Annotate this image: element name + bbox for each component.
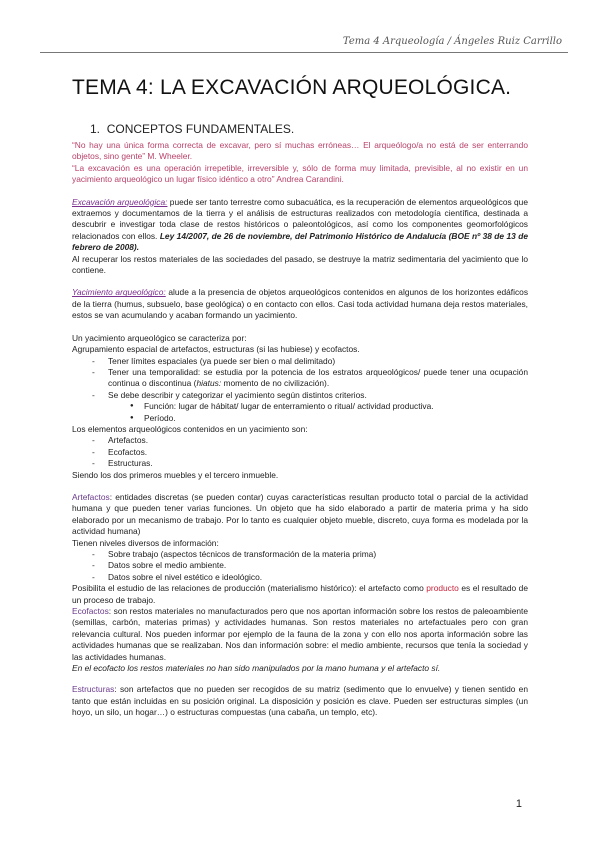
ecofactos-term: Ecofactos	[72, 606, 109, 617]
section-number: 1.	[90, 122, 101, 136]
elementos-list	[72, 435, 528, 469]
list-item: - Datos sobre el medio ambiente.	[72, 560, 528, 571]
posibilita-paragraph	[72, 583, 528, 606]
artefactos-term: Artefactos	[72, 491, 110, 502]
document-body	[72, 140, 528, 719]
list-item: - Ecofactos.	[72, 447, 528, 458]
artefactos-text: : entidades discretas (se pueden contar) cuyas características resultan producto total o parcial de la actividad humana y que pueden tener varias funciones. Un objeto que ha sido elaborado a partir de materia prima y ha sido elaborado por un mecanismo de trabajo. Por lo tanto es cualquier objeto mueble, discreto, cuya forma es modelada por la actividad humana)	[72, 491, 528, 537]
quote-carandini: “La excavación es una operación irrepetible, irreversible y, sólo de forma muy limitada, previsible, al no existir en un yacimiento arqueológico un lugar físico idéntico a otro” Andrea Carandini.	[72, 162, 528, 185]
running-header: Tema 4 Arqueología / Ángeles Ruiz Carrillo	[342, 36, 562, 47]
yacimiento-text: alude a la presencia de objetos arqueológicos contenidos en algunos de los horizontes edáficos de la tierra (humus, subsuelo, base geológica) o en contacto con ellos. Casi toda actividad humana deja restos materiales, estos se van acumulando y acaban formando un yacimiento.	[72, 287, 529, 321]
ecofactos-paragraph	[72, 606, 528, 663]
hiatus-term: hiatus:	[196, 378, 222, 389]
elementos-intro: Los elementos arqueológicos contenidos en un yacimiento son:	[72, 423, 308, 434]
sublist-item: ● Función: lugar de hábitat/ lugar de enterramiento o ritual/ actividad productiva.	[72, 401, 528, 412]
sublist-item: ● Período.	[72, 413, 528, 424]
niveles-list	[72, 549, 528, 583]
excavacion-term: Excavación arqueológica:	[72, 196, 168, 207]
excavacion-extra: Al recuperar los restos materiales de las sociedades del pasado, se destruye la matriz sedimentaria del yacimiento que lo contiene.	[72, 253, 528, 276]
list-item-text: momento de no civilización).	[221, 378, 330, 389]
caracteriza-line2: Agrupamiento espacial de artefactos, estructuras (si las hubiese) y ecofactos.	[72, 344, 360, 355]
estructuras-term: Estructuras	[72, 684, 115, 695]
posibilita-text: Posibilita el estudio de las relaciones de producción (materialismo histórico): el artefacto como	[72, 583, 427, 594]
artefactos-paragraph	[72, 492, 528, 538]
list-item	[72, 367, 528, 390]
list-item-text: Tener una temporalidad: se estudia por la potencia de los estratos arqueológicos/ puede tener una ocupación continua o discontinua (	[108, 366, 528, 389]
list-item: - Sobre trabajo (aspectos técnicos de transformación de la materia prima)	[72, 549, 528, 560]
estructuras-paragraph	[72, 684, 528, 718]
caracteriza-list	[72, 356, 528, 402]
caracteriza-intro: Un yacimiento arqueológico se caracteriza por:	[72, 332, 247, 343]
page-title: TEMA 4: LA EXCAVACIÓN ARQUEOLÓGICA.	[72, 76, 512, 99]
list-item	[72, 356, 528, 367]
estructuras-text: : son artefactos que no pueden ser recogidos de su matriz (sedimento que lo envuelve) y tienen sentido en tanto que están incluidas en su posición original. La disposición y posición es clave. Pueden ser estructuras simples (un hoyo, un silo, un hogar…) o estructuras compuestas (una cabaña, un templo, etc).	[72, 684, 528, 718]
list-item-text: Se debe describir y categorizar el yacimiento según distintos criterios.	[108, 389, 367, 400]
posibilita-text-end: es el resultado de un proceso de trabajo.	[72, 583, 528, 605]
list-item: - Estructuras.	[72, 458, 528, 469]
list-item: - Datos sobre el nivel estético e ideológico.	[72, 572, 528, 583]
list-item	[72, 390, 528, 401]
excavacion-paragraph	[72, 197, 528, 254]
ecofactos-text: : son restos materiales no manufacturados pero que nos aportan información sobre los restos de paleoambiente (semillas, carbón, materias primas) y actividades humanas. Son restos materiales no artefactuales pero con gran relevancia cultural. Nos pueden informar por ejemplo de la fauna de la zona y con ello nos aporta información sobre las actividades humanas que se realizaban. Nos dan información sobre: el medio ambiente, recursos que tenía la sociedad y las actividades humanas.	[72, 606, 528, 662]
niveles-intro: Tienen niveles diversos de información:	[72, 537, 219, 548]
section-heading	[90, 122, 294, 136]
quote-wheeler: “No hay una única forma correcta de excavar, pero sí muchas erróneas… El arqueólogo/a no está de ser enterrando objetos, sino gente” M. Wheeler.	[72, 140, 528, 162]
list-item: - Artefactos.	[72, 435, 528, 446]
excavacion-law: Ley 14/2007, de 26 de noviembre, del Patrimonio Histórico de Andalucía (BOE nº 38 de 13 de febrero de 2008).	[72, 230, 529, 253]
ecofactos-note: En el ecofacto los restos materiales no han sido manipulados por la mano humana y el artefacto sí.	[72, 663, 441, 674]
header-divider	[40, 52, 568, 53]
yacimiento-paragraph	[72, 287, 528, 321]
list-item-text: Tener límites espaciales (ya puede ser bien o mal delimitado)	[108, 355, 336, 366]
section-title: CONCEPTOS FUNDAMENTALES.	[106, 122, 295, 136]
criterios-sublist	[72, 401, 528, 424]
producto-highlight: producto	[426, 583, 459, 594]
yacimiento-term: Yacimiento arqueológico:	[72, 287, 166, 298]
excavacion-text: puede ser tanto terrestre como subacuática, es la recuperación de elementos arqueológicos que extraemos y documentamos de la tierra y el análisis de estructuras realizados con metodología científica, destinada a descubrir e investigar toda clase de restos históricos o paleontológicos, así como los componentes geomorfológicos relacionados con ellos.	[72, 196, 528, 241]
elementos-outro: Siendo los dos primeros muebles y el tercero inmueble.	[72, 469, 279, 480]
page-number: 1	[515, 798, 522, 810]
